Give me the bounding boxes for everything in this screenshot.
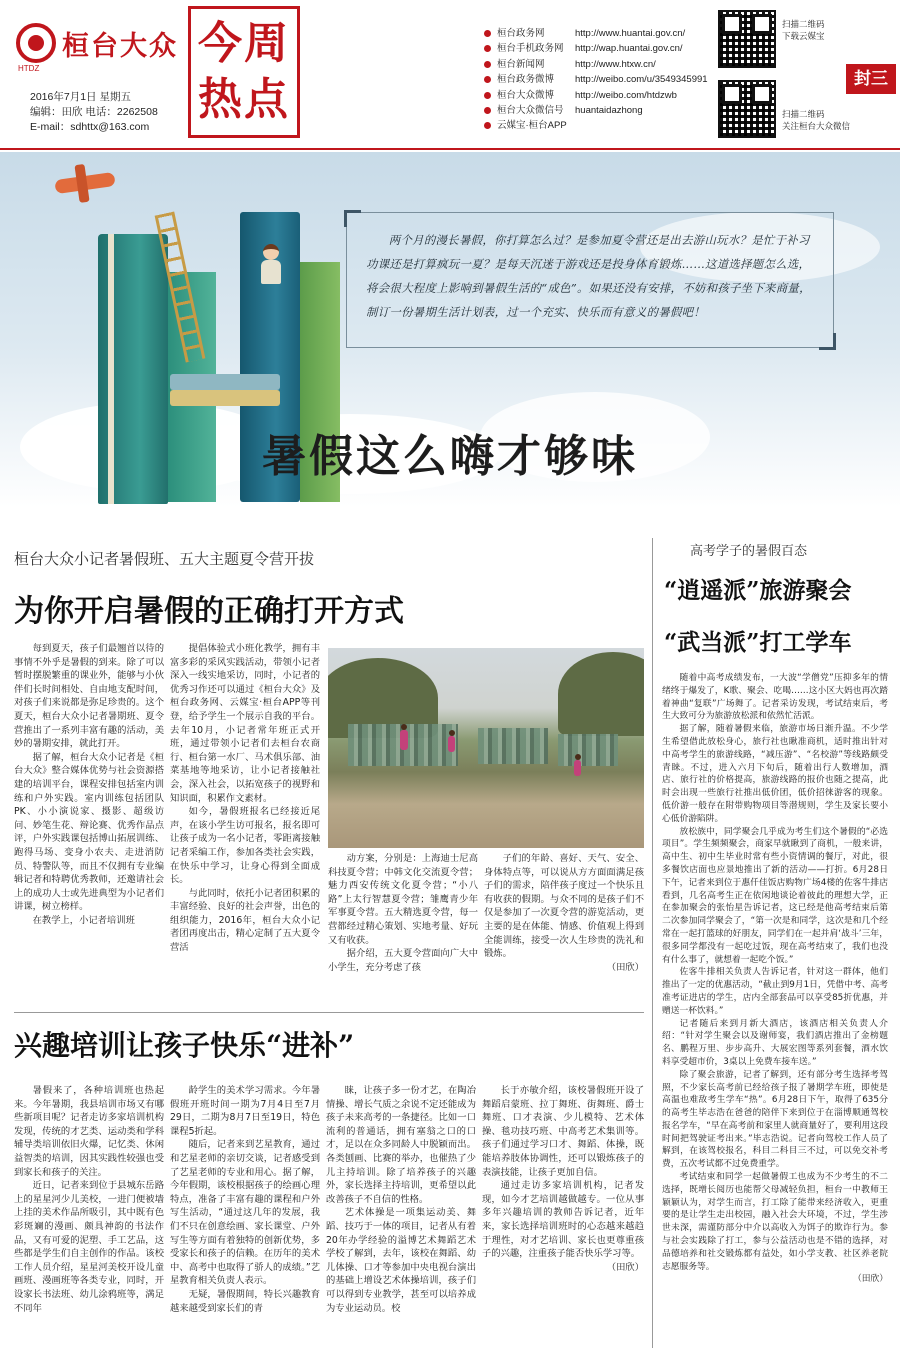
article1-kicker: 桓台大众小记者暑假班、五大主题夏令营开拔 — [14, 550, 315, 568]
logo-text: 桓台大众 — [62, 30, 178, 62]
article1-column-2: 提倡体验式小班化教学，拥有丰富多彩的采风实践活动，带领小记者深入一线实地采访，同时，小记者的优秀习作还可以通过《桓台大众》及桓台政务网、云媒宝·桓台APP等刊登，给予学生一个展示自我的平台。去年10月，小记者常年班正式开班，通过带领小记者们去桓台农商行、桓台第一水厂、马术俱乐部、油菜基地等地采访，让小记者接触社会，深入社会，以拓宽孩子的视野和知识面，积累作文素材。 如今，暑假班报名已经接近尾声，在该小学生访可报名，报名即可让孩子成为一名小记者，零距离接触记者采编工作，参加各类社会实践，在快乐中学习，让身心得到全面成长。 与此同时，依托小记者团积累的丰富经验、良好的社会声誉，出色的组织能力，2016年，桓台大众小记者团再度出击，精心定制了五大夏令营活 — [170, 643, 320, 954]
book-illustration — [170, 390, 280, 406]
article3-column-2: 龄学生的美术学习需求。今年暑假班开班时间一期为7月4日至7月29日，二期为8月7日至19日，特色课程5折起。 随后，记者来到艺星教育，通过和艺星老师的亲切交谈，记者感受到了艺星老师的专业和用心。据了解，今年假期，该校根据孩子的绘画心理特点，准备了丰富有趣的课程和户外写生活动，“通过这几年的发展，我们不只在创意绘画、家长课堂、户外写生等方面有着独特的创新优势，多受家长和孩子的信赖。在历年的美术中、高考中也取得了骄人的成绩。”艺星教育相关负责人表示。 无疑，暑假期间，特长兴趣教育越来越受到家长们的青 — [170, 1085, 320, 1314]
book-illustration — [170, 374, 280, 390]
article3-byline: （田欣） — [606, 1261, 644, 1273]
issue-meta — [30, 90, 158, 135]
page-section-tag: 封三 — [846, 64, 896, 94]
bullet-icon — [484, 92, 491, 99]
section-title-box — [188, 6, 300, 138]
media-link-row[interactable]: 桓台新闻网 http://www.htxw.cn/ — [484, 57, 715, 72]
logo-emblem-icon — [16, 23, 56, 63]
article1-column-1: 每到夏天，孩子们最翘首以待的事情不外乎是暑假的到来。除了可以暂时摆脱繁重的课业外，能够与小伙伴们长时间相处、自由地支配时间，对孩子们来说都是弥足珍贵的。这个夏天，桓台大众小记者暑期班、夏令营推出了一系列丰富有趣的活动，美妙的暑期安排，就此打开。 据了解，桓台大众小记者是《桓台大众》整合媒体优势与社会资源搭建的培训平台，课程安排包括室内训练和户外实践。室内训练包括团队PK、小小演说家、摄影、超级访问、妙笔生花、辩论赛、优秀作品点评，户外实践课包括博山拓展训练、跑得马场、变身小农夫、走进消防员、特警队等，而且不仅拥有专业编辑记者和特聘优秀教师，还邀请社会上的成功人士或先进典型为小记者们讲课，树立榜样。 在教学上，小记者培训班 — [14, 643, 164, 926]
masthead — [0, 0, 900, 150]
bullet-icon — [484, 122, 491, 129]
media-link-row[interactable]: 桓台政务网 http://www.huantai.gov.cn/ — [484, 26, 715, 41]
email-line: E-mail：sdhttx@163.com — [30, 121, 150, 133]
bullet-icon — [484, 30, 491, 37]
girl-figure — [258, 244, 284, 290]
bullet-icon — [484, 107, 491, 114]
toy-plane-icon — [54, 172, 115, 194]
media-link-row[interactable]: 桓台政务微博 http://weibo.com/u/3549345991 — [484, 72, 715, 87]
section-title-line2: 热点 — [198, 74, 290, 125]
article1-headline: 为你开启暑假的正确打开方式 — [14, 594, 404, 629]
newspaper-logo — [16, 18, 186, 68]
wechat-qr-icon[interactable] — [718, 80, 776, 138]
article1-column-4: 子们的年龄、喜好、天气、安全、身体特点等，可以说从方方面面满足孩子们的需求，陪伴孩子度过一个快乐且有收获的假期。与众不同的是孩子们不仅是参加了一次夏令营的游览活动，更主要的是在体能、情感、价值观上得到全能训练，接受一次人生珍贵的洗礼和锻炼。 （田欣） — [484, 853, 644, 973]
article1-photo-kids-outdoor — [328, 648, 644, 848]
media-link-row[interactable]: 桓台大众微信号 huantaidazhong — [484, 103, 715, 118]
article2-headline-2: “武当派”打工学车 — [664, 629, 852, 656]
column-divider — [652, 538, 653, 1348]
media-link-row[interactable]: 桓台手机政务网 http://wap.huantai.gov.cn/ — [484, 41, 715, 56]
app-download-qr-icon[interactable] — [718, 10, 776, 68]
article-divider — [14, 1012, 644, 1013]
article1-column-3: 动方案，分别是：上海迪士尼高科技夏令营；中韩文化交流夏令营；魅力西安传统文化夏令营；“小八路”上太行智慧夏令营；雏鹰青少年军事夏令营。五大精选夏令营，每一营都经过精心策划、实地考量、好玩又有收获。 据介绍，五大夏令营面向广大中小学生，充分考虑了孩 — [328, 853, 478, 973]
media-links — [484, 26, 715, 134]
editor-line: 编辑：田欣 电话：2262508 — [30, 106, 158, 118]
media-link-row[interactable]: 桓台大众微博 http://weibo.com/htdzwb — [484, 88, 715, 103]
bullet-icon — [484, 76, 491, 83]
article2-body: 随着中高考成绩发布，一大波“学僧党”压抑多年的情绪终于爆发了，K歌、聚会、吃喝……这小区大妈也再次踏着神曲“复联”广场舞了。记者采访发现，考试结束后，考生大致可分为旅游放松派和依然忙活派。 据了解，随着暑假来临，旅游市场日渐升温。不少学生希望借此放松身心，旅行社也瞅准商机，适时推出针对中高考学生的旅游线路，“减压游”、“名校游”等线路颇受青睐。不过，进入六月下旬后，随着出行人数增加，酒店、旅行社的价格提高，旅游线路的报价也随之提高，此时会出现一些旅行社推出低价团，低价招徕游客的现象。低价游一般存在附带购物项目等潜规则，学生及家长要小心低价游陷阱。 放松族中，同学聚会几乎成为考生们这个暑假的“必选项目”。学生频频聚会，商家早就瞅到了商机，一般来讲，高中生、初中生毕业时常有些小资情调的餐厅，对此，很多餐饮店面也应景地推出了新的活动——打折。6月28日下午，记者来到位于惠仟佳饭店购物广场4楼的佐客牛排店看到，几名高考生正在依闲地谈论着彼此的理想大学，正在参加聚会的张怡星告诉记者，这已经是他高考结束后第二次参加同学聚会了，“第一次是和同学，这次是和几个经常在一起打篮球的好朋友，同学们在一起并肩‘战斗’三年，很多同学都没有一起吃过饭，现在高考结束了，我们也没有什么事了，就想着一起吃个饭。” 佐客牛排相关负责人告诉记者，针对这一群体，他们推出了一定的优惠活动，“截止到9月1日，凭借中考、高考准考证进店的学生，店内全部套品可以享受85折优惠，并赠送一杯饮料。” 记者随后来到月新大酒店，该酒店相关负责人介绍：“针对学生聚会以及谢师宴，我们酒店推出了金榜题名、鹏程万里、步步高升、大展宏图等系列套餐，酒水饮料享受超市价，3桌以上免费车接车送。” 除了聚会旅游，记者了解到，还有部分考生选择考驾照，不少家长高考前已经给孩子报了暑期学车班，即使是高温也难敌考生学车“热”。6月28日下午，取得了635分的高考生毕志浩在爸爸的陪伴下来到位于在淄博顺通驾校报名学车，“早在高考前和家里人就商量好了，要利用这段时间把驾驶证考出来。”毕志浩说。记者向驾校工作人员了解到，在该驾校报名，科目二科目三不过，可以免交补考费，五次考试都不过免费重学。 考试结束和同学一起做暑假工也成为不少考生的不二选择，既增长阅历也能帮父母减轻负担，桓台一中教师王颖颖认为，对学生而言，打工除了能带来经济收入，更重要的是让学生走出校园，融入社会大环境，不过，学生涉世未深，需谨防部分中介以高收入为饵子的欺诈行为。参与社会实践除了打工，参与公益活动也是不错的选择，对品德培养和社交锻炼都有益处，如小学支教、社区养老院志愿服务等。 （田欣） — [662, 673, 888, 1285]
article3-column-1: 暑假来了，各种培训班也热起来。今年暑期，我县培训市场又有哪些新项目呢？记者走访多家培训机构发现，传统的才艺类、运动类和学科辅导类培训依旧火爆，记忆类、休闲益智类的培训，因其实践性较强也受到家长和孩子的关注。 近日，记者来到位于县城东岳路上的星星河少儿美校，一进门便被墙上挂的美术作品所吸引，其中既有色彩斑斓的漫画、颇具神韵的书法作品，又有可爱的泥塑、手工艺品，这些都是学生们自主创作的作品。该校工作人员介绍，星星河美校开设儿童画班、漫画班等各类专业，同时，开设家长书法班、幼儿涂鸦班等，满足不同年 — [14, 1085, 164, 1314]
intro-text: 两个月的漫长暑假，你打算怎么过？是参加夏令营还是出去游山玩水？是忙于补习功课还是打算疯玩一夏？是每天沉迷于游戏还是投身体育锻炼……这道选择题怎么选，将会很大程度上影响到暑假生活的“成色”。如果还没有安排，不妨和孩子坐下来商量，制订一份暑期生活计划表，过一个充实、快乐而有意义的暑假吧！ — [366, 233, 811, 319]
article3-column-3: 睐，让孩子多一份才艺，在陶冶情操、增长气质之余说不定还能成为孩子未来高考的一条捷径。比如一口流利的普通话，拥有塞翁之口的口才，足以在众多同龄人中脱颖而出。各类刨画、比赛的举办，也催热了少儿主持培训。除了培养孩子的兴趣外，家长选择主持培训，更希望以此改善孩子不自信的性格。 艺术体操是一项集运动美、舞蹈、技巧于一体的项目，记者从有着20年办学经验的溢博艺术舞蹈艺术学校了解到，去年，该校在舞蹈、幼儿体操、口才等参加中央电视台演出的基础上增设艺术体操培训，孩子们可以得到专业教学，甚至可以培养成为专业运动员。校 — [326, 1085, 476, 1314]
bullet-icon — [484, 45, 491, 52]
qr-caption-app: 扫描二维码 下载云媒宝 — [782, 19, 825, 41]
article2-headline-1: “逍遥派”旅游聚会 — [664, 577, 852, 604]
page-title: 暑假这么嗨才够味 — [262, 431, 638, 482]
section-title-line1: 今周 — [198, 18, 290, 69]
logo-subtext: HTDZ — [18, 64, 40, 73]
article2-kicker: 高考学子的暑假百态 — [690, 544, 808, 559]
article3-column-4: 长于亦敏介绍，该校暑假班开设了舞蹈启蒙班、拉丁舞班、街舞班、爵士舞班、口才表演、少儿模特、艺术体操、毯功技巧班、中高考艺术集训等。孩子们通过学习口才、舞蹈、体操，既能培养肢体协调性，还可以锻炼孩子的表演技能，让孩子更加自信。 通过走访多家培训机构，记者发现，如今才艺培训越做越专。一位从事多年兴趣培训的教师告诉记者，近年来，家长选择培训班时的心态越来越趋于理性，对才艺培训、家长也更尊重孩子的兴趣，注重孩子能否快乐学习等。 （田欣） — [482, 1085, 644, 1273]
media-link-row[interactable]: 云媒宝·桓台APP — [484, 118, 715, 133]
article3-headline: 兴趣培训让孩子快乐“进补” — [14, 1029, 355, 1062]
qr-caption-wechat: 扫描二维码 关注桓台大众微信 — [782, 109, 851, 131]
bullet-icon — [484, 61, 491, 68]
article2-byline: （田欣） — [853, 1274, 888, 1285]
article1-byline: （田欣） — [606, 961, 644, 973]
issue-date: 2016年7月1日 星期五 — [30, 91, 131, 103]
